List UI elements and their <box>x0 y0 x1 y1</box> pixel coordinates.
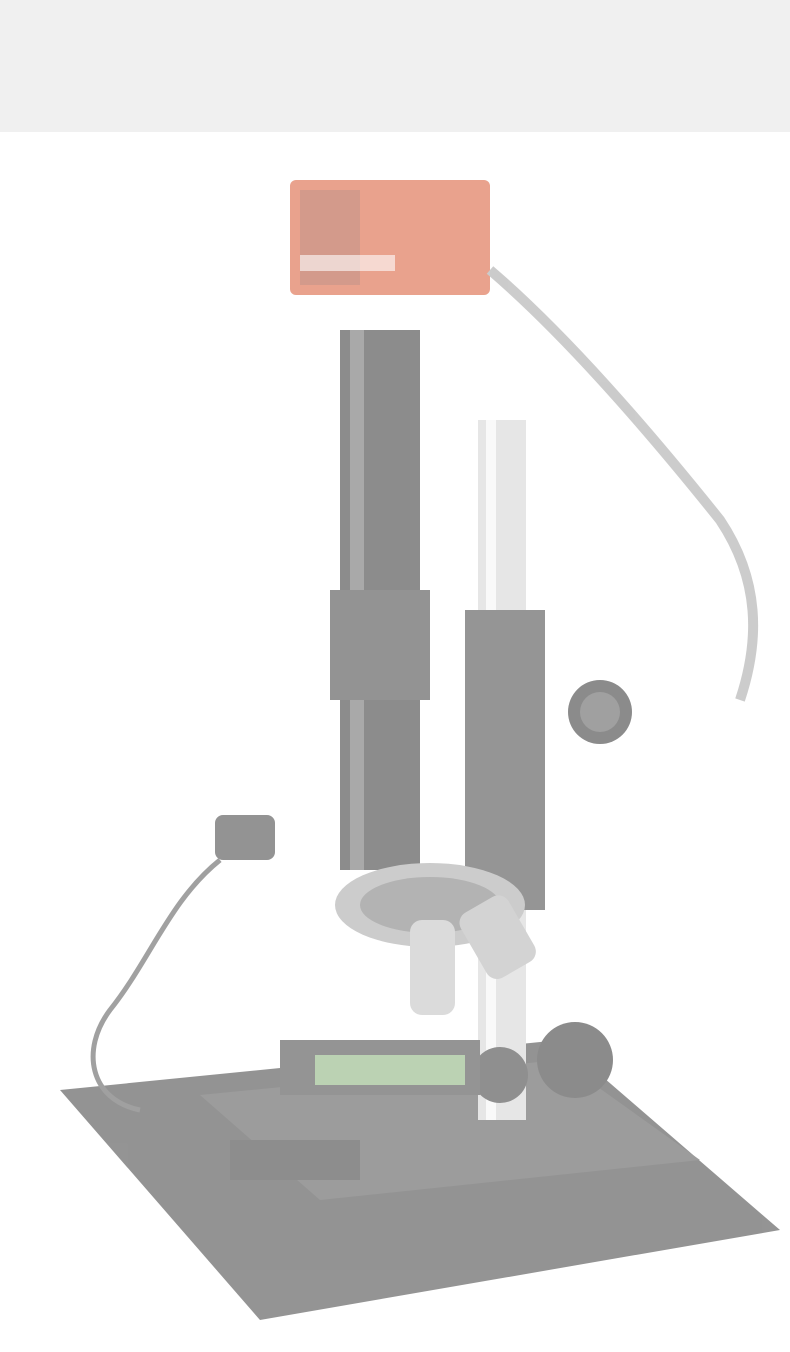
microscope-background-image <box>0 132 790 1352</box>
page-header <box>0 0 790 132</box>
